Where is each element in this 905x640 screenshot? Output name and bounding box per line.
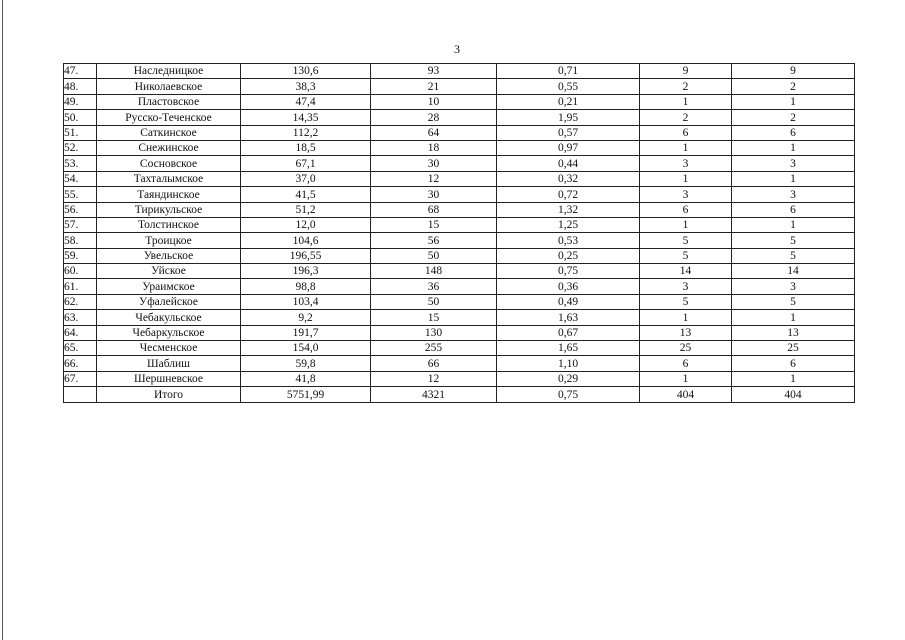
ratio-cell: 0,72 — [497, 187, 640, 202]
settlement-name-cell: Сосновское — [97, 156, 241, 171]
settlement-name-cell: Пластовское — [97, 94, 241, 109]
total-row — [64, 387, 855, 402]
row-number-cell: 60. — [64, 264, 97, 279]
seats-cell-1: 3 — [640, 187, 732, 202]
table-row — [64, 233, 855, 248]
ratio-cell: 1,32 — [497, 202, 640, 217]
area-cell: 41,8 — [241, 371, 371, 386]
row-number-cell: 58. — [64, 233, 97, 248]
seats-cell-1: 2 — [640, 79, 732, 94]
settlement-name-cell: Чесменское — [97, 341, 241, 356]
count-cell: 148 — [371, 264, 497, 279]
ratio-cell: 0,71 — [497, 64, 640, 79]
seats-cell-1: 13 — [640, 325, 732, 340]
table-row — [64, 125, 855, 140]
seats-cell-1: 5 — [640, 248, 732, 263]
area-cell: 191,7 — [241, 325, 371, 340]
settlement-name-cell: Толстинское — [97, 217, 241, 232]
ratio-cell: 0,75 — [497, 264, 640, 279]
seats-cell-2: 404 — [732, 387, 855, 402]
area-cell: 154,0 — [241, 341, 371, 356]
row-number-cell: 55. — [64, 187, 97, 202]
settlement-name-cell: Чебаркульское — [97, 325, 241, 340]
table-row — [64, 279, 855, 294]
settlement-name-cell: Тирикульское — [97, 202, 241, 217]
count-cell: 30 — [371, 187, 497, 202]
settlement-name-cell: Ураимское — [97, 279, 241, 294]
row-number-cell: 52. — [64, 140, 97, 155]
seats-cell-2: 5 — [732, 248, 855, 263]
seats-cell-1: 6 — [640, 125, 732, 140]
count-cell: 12 — [371, 171, 497, 186]
seats-cell-2: 2 — [732, 79, 855, 94]
ratio-cell: 1,25 — [497, 217, 640, 232]
row-number-cell: 47. — [64, 64, 97, 79]
row-number-cell: 56. — [64, 202, 97, 217]
seats-cell-1: 6 — [640, 356, 732, 371]
area-cell: 59,8 — [241, 356, 371, 371]
table-row — [64, 94, 855, 109]
settlement-name-cell: Уфалейское — [97, 294, 241, 309]
ratio-cell: 0,21 — [497, 94, 640, 109]
ratio-cell: 0,55 — [497, 79, 640, 94]
settlement-name-cell: Увельское — [97, 248, 241, 263]
seats-cell-1: 25 — [640, 341, 732, 356]
seats-cell-1: 5 — [640, 294, 732, 309]
table-row — [64, 187, 855, 202]
row-number-cell: 53. — [64, 156, 97, 171]
settlement-name-cell: Николаевское — [97, 79, 241, 94]
count-cell: 10 — [371, 94, 497, 109]
seats-cell-1: 1 — [640, 94, 732, 109]
area-cell: 47,4 — [241, 94, 371, 109]
area-cell: 5751,99 — [241, 387, 371, 402]
seats-cell-2: 6 — [732, 125, 855, 140]
table-row — [64, 248, 855, 263]
area-cell: 14,35 — [241, 110, 371, 125]
seats-cell-2: 1 — [732, 310, 855, 325]
data-table — [63, 63, 855, 403]
row-number-cell: 66. — [64, 356, 97, 371]
count-cell: 50 — [371, 294, 497, 309]
table-row — [64, 140, 855, 155]
table-row — [64, 156, 855, 171]
area-cell: 9,2 — [241, 310, 371, 325]
count-cell: 93 — [371, 64, 497, 79]
count-cell: 28 — [371, 110, 497, 125]
seats-cell-2: 3 — [732, 279, 855, 294]
row-number-cell: 57. — [64, 217, 97, 232]
area-cell: 98,8 — [241, 279, 371, 294]
seats-cell-1: 5 — [640, 233, 732, 248]
area-cell: 18,5 — [241, 140, 371, 155]
seats-cell-2: 1 — [732, 140, 855, 155]
count-cell: 64 — [371, 125, 497, 140]
count-cell: 130 — [371, 325, 497, 340]
count-cell: 66 — [371, 356, 497, 371]
count-cell: 36 — [371, 279, 497, 294]
row-number-cell: 62. — [64, 294, 97, 309]
table-row — [64, 294, 855, 309]
row-number-cell: 54. — [64, 171, 97, 186]
ratio-cell: 0,67 — [497, 325, 640, 340]
area-cell: 51,2 — [241, 202, 371, 217]
count-cell: 18 — [371, 140, 497, 155]
seats-cell-1: 3 — [640, 156, 732, 171]
settlement-name-cell: Троицкое — [97, 233, 241, 248]
ratio-cell: 0,57 — [497, 125, 640, 140]
ratio-cell: 0,49 — [497, 294, 640, 309]
ratio-cell: 1,95 — [497, 110, 640, 125]
count-cell: 15 — [371, 217, 497, 232]
seats-cell-1: 14 — [640, 264, 732, 279]
settlement-name-cell: Итого — [97, 387, 241, 402]
seats-cell-2: 3 — [732, 156, 855, 171]
ratio-cell: 0,44 — [497, 156, 640, 171]
ratio-cell: 0,53 — [497, 233, 640, 248]
area-cell: 196,3 — [241, 264, 371, 279]
area-cell: 103,4 — [241, 294, 371, 309]
count-cell: 56 — [371, 233, 497, 248]
seats-cell-2: 1 — [732, 171, 855, 186]
ratio-cell: 0,97 — [497, 140, 640, 155]
settlement-name-cell: Тахталымское — [97, 171, 241, 186]
seats-cell-2: 14 — [732, 264, 855, 279]
table-row — [64, 341, 855, 356]
ratio-cell: 0,25 — [497, 248, 640, 263]
ratio-cell: 0,29 — [497, 371, 640, 386]
table-row — [64, 356, 855, 371]
settlement-name-cell: Снежинское — [97, 140, 241, 155]
settlement-name-cell: Чебакульское — [97, 310, 241, 325]
seats-cell-2: 25 — [732, 341, 855, 356]
seats-cell-1: 1 — [640, 171, 732, 186]
area-cell: 37,0 — [241, 171, 371, 186]
row-number-cell — [64, 387, 97, 402]
row-number-cell: 63. — [64, 310, 97, 325]
table-row — [64, 310, 855, 325]
area-cell: 12,0 — [241, 217, 371, 232]
seats-cell-2: 3 — [732, 187, 855, 202]
settlement-name-cell: Шаблиш — [97, 356, 241, 371]
page-edge-line — [2, 0, 3, 640]
ratio-cell: 1,10 — [497, 356, 640, 371]
count-cell: 4321 — [371, 387, 497, 402]
ratio-cell: 0,32 — [497, 171, 640, 186]
ratio-cell: 0,75 — [497, 387, 640, 402]
seats-cell-1: 1 — [640, 217, 732, 232]
seats-cell-2: 9 — [732, 64, 855, 79]
row-number-cell: 64. — [64, 325, 97, 340]
seats-cell-1: 3 — [640, 279, 732, 294]
row-number-cell: 59. — [64, 248, 97, 263]
table-row — [64, 325, 855, 340]
count-cell: 68 — [371, 202, 497, 217]
seats-cell-2: 1 — [732, 217, 855, 232]
ratio-cell: 1,63 — [497, 310, 640, 325]
settlement-name-cell: Русско-Теченское — [97, 110, 241, 125]
seats-cell-1: 1 — [640, 371, 732, 386]
area-cell: 112,2 — [241, 125, 371, 140]
seats-cell-2: 1 — [732, 94, 855, 109]
seats-cell-1: 9 — [640, 64, 732, 79]
table-row — [64, 79, 855, 94]
row-number-cell: 65. — [64, 341, 97, 356]
seats-cell-2: 5 — [732, 294, 855, 309]
table-row — [64, 171, 855, 186]
settlement-name-cell: Уйское — [97, 264, 241, 279]
count-cell: 15 — [371, 310, 497, 325]
count-cell: 30 — [371, 156, 497, 171]
table-row — [64, 64, 855, 79]
count-cell: 12 — [371, 371, 497, 386]
row-number-cell: 50. — [64, 110, 97, 125]
area-cell: 104,6 — [241, 233, 371, 248]
count-cell: 255 — [371, 341, 497, 356]
area-cell: 67,1 — [241, 156, 371, 171]
table-row — [64, 371, 855, 386]
table-row — [64, 202, 855, 217]
count-cell: 50 — [371, 248, 497, 263]
area-cell: 130,6 — [241, 64, 371, 79]
count-cell: 21 — [371, 79, 497, 94]
settlement-name-cell: Таяндинское — [97, 187, 241, 202]
seats-cell-1: 1 — [640, 310, 732, 325]
seats-cell-2: 13 — [732, 325, 855, 340]
settlement-name-cell: Саткинское — [97, 125, 241, 140]
seats-cell-1: 6 — [640, 202, 732, 217]
area-cell: 41,5 — [241, 187, 371, 202]
table-row — [64, 217, 855, 232]
seats-cell-1: 404 — [640, 387, 732, 402]
table-row — [64, 264, 855, 279]
page-number: 3 — [454, 42, 460, 56]
seats-cell-2: 6 — [732, 356, 855, 371]
row-number-cell: 67. — [64, 371, 97, 386]
seats-cell-2: 1 — [732, 371, 855, 386]
ratio-cell: 1,65 — [497, 341, 640, 356]
seats-cell-2: 5 — [732, 233, 855, 248]
row-number-cell: 61. — [64, 279, 97, 294]
seats-cell-2: 2 — [732, 110, 855, 125]
table-row — [64, 110, 855, 125]
seats-cell-1: 1 — [640, 140, 732, 155]
row-number-cell: 51. — [64, 125, 97, 140]
seats-cell-2: 6 — [732, 202, 855, 217]
ratio-cell: 0,36 — [497, 279, 640, 294]
seats-cell-1: 2 — [640, 110, 732, 125]
table-body — [64, 64, 855, 403]
area-cell: 196,55 — [241, 248, 371, 263]
settlement-name-cell: Наследницкое — [97, 64, 241, 79]
settlement-name-cell: Шершневское — [97, 371, 241, 386]
row-number-cell: 49. — [64, 94, 97, 109]
area-cell: 38,3 — [241, 79, 371, 94]
row-number-cell: 48. — [64, 79, 97, 94]
